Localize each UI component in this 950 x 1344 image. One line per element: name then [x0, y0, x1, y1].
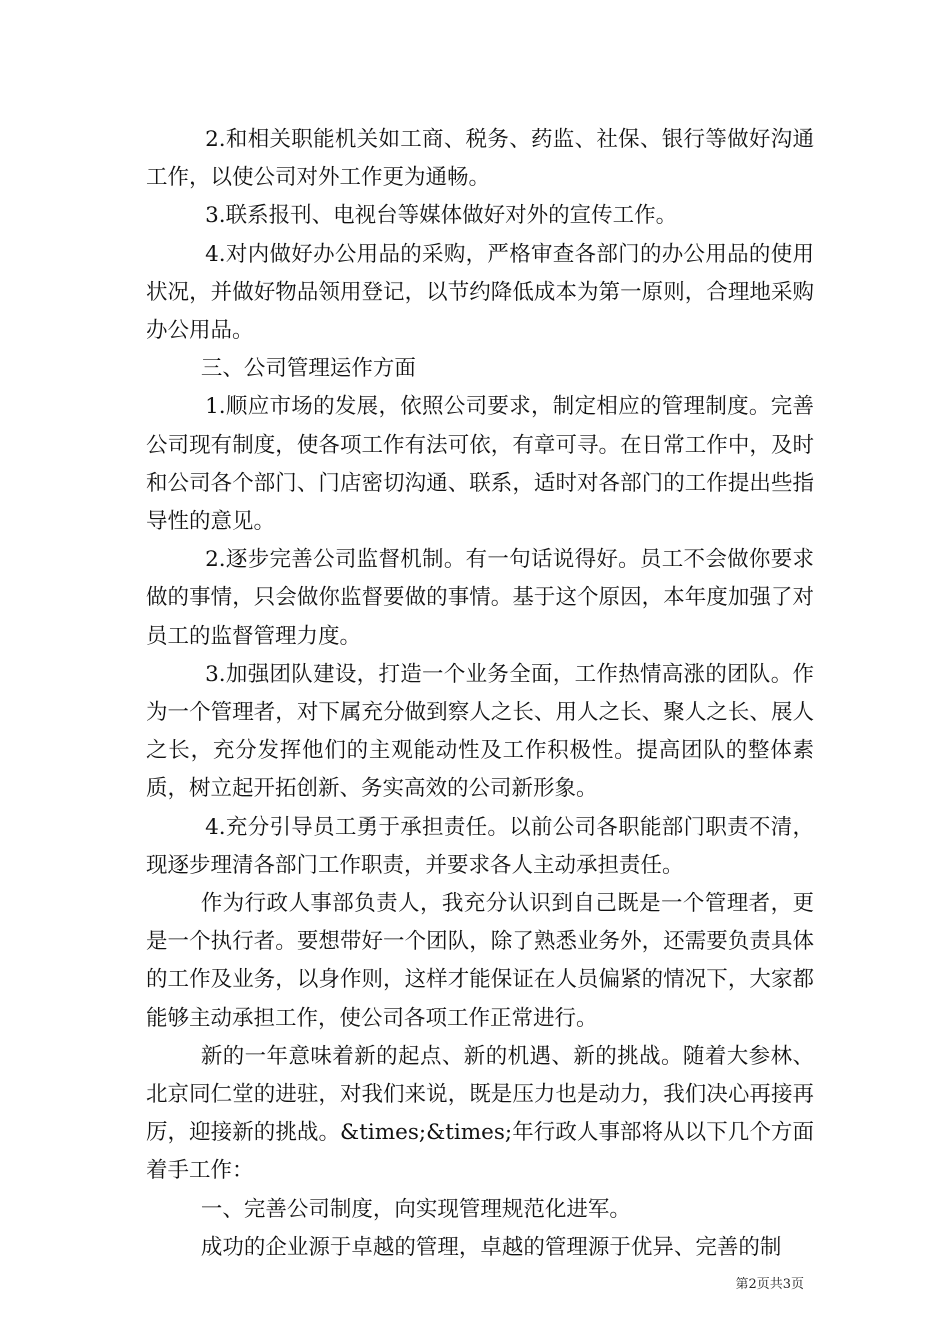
paragraph-item-4-office-supplies: 4.对内做好办公用品的采购，严格审查各部门的办公用品的使用状况，并做好物品领用登记，以节约降低成本为第一原则，合理地采购办公用品。 [146, 241, 814, 344]
paragraph-new-year-plan: 新的一年意味着新的起点、新的机遇、新的挑战。随着大参林、北京同仁堂的进驻，对我们来说，既是压力也是动力，我们决心再接再厉，迎接新的挑战。&times;&times;年行政人事部将从以下几个方面着手工作： [146, 1043, 814, 1184]
page-number: 第2页共3页 [735, 1277, 804, 1292]
paragraph-item-4-responsibility: 4.充分引导员工勇于承担责任。以前公司各职能部门职责不清，现逐步理清各部门工作职责，并要求各人主动承担责任。 [146, 814, 814, 878]
section-heading-improve-system: 一、完善公司制度，向实现管理规范化进军。 [200, 1196, 631, 1222]
paragraph-role-reflection: 作为行政人事部负责人，我充分认识到自己既是一个管理者，更是一个执行者。要想带好一个团队，除了熟悉业务外，还需要负责具体的工作及业务，以身作则，这样才能保证在人员偏紧的情况下，大家都能够主动承担工作，使公司各项工作正常进行。 [146, 891, 814, 1031]
paragraph-item-2-supervision: 2.逐步完善公司监督机制。有一句话说得好。员工不会做你要求做的事情，只会做你监督要做的事情。基于这个原因，本年度加强了对员工的监督管理力度。 [146, 547, 814, 649]
paragraph-management-excellence: 成功的企业源于卓越的管理，卓越的管理源于优异、完善的制 [200, 1234, 782, 1260]
paragraph-item-3-media: 3.联系报刊、电视台等媒体做好对外的宣传工作。 [205, 203, 678, 229]
body-text [146, 121, 814, 1267]
section-heading-management: 三、公司管理运作方面 [200, 356, 416, 382]
paragraph-item-1-regulations: 1.顺应市场的发展，依照公司要求，制定相应的管理制度。完善公司现有制度，使各项工作有法可依，有章可寻。在日常工作中，及时和公司各个部门、门店密切沟通、联系，适时对各部门的工作提出些指导性的意见。 [146, 394, 814, 535]
paragraph-item-3-team-building: 3.加强团队建设，打造一个业务全面，工作热情高涨的团队。作为一个管理者，对下属充分做到察人之长、用人之长、聚人之长、展人之长，充分发挥他们的主观能动性及工作积极性。提高团队的整体素质，树立起开拓创新、务实高效的公司新形象。 [146, 661, 814, 802]
paragraph-item-2-communication: 2.和相关职能机关如工商、税务、药监、社保、银行等做好沟通工作，以使公司对外工作更为通畅。 [146, 127, 814, 191]
